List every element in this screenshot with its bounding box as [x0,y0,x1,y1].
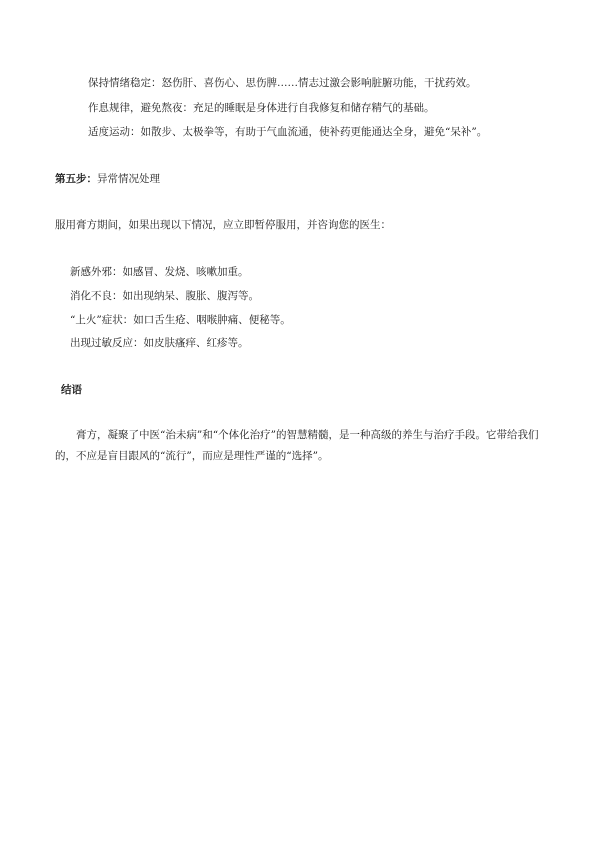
condition-item-3: “上火”症状：如口舌生疮、咽喉肿痛、便秘等。 [70,314,291,326]
step5-title: 异常情况处理 [97,173,160,185]
step5-heading [55,172,160,186]
conclusion-heading: 结语 [61,384,82,396]
intro-text: 服用膏方期间，如果出现以下情况，应立即暂停服用，并咨询您的医生： [55,219,391,231]
step5-label: 第五步： [55,173,97,185]
condition-item-1: 新感外邪：如感冒、发烧、咳嗽加重。 [70,266,249,278]
tip-line-2: 作息规律，避免熬夜：充足的睡眠是身体进行自我修复和储存精气的基础。 [88,102,435,114]
condition-item-2: 消化不良：如出现纳呆、腹胀、腹泻等。 [70,290,259,302]
condition-item-4: 出现过敏反应：如皮肤瘙痒、红疹等。 [70,337,249,349]
tip-line-1: 保持情绪稳定：怒伤肝、喜伤心、思伤脾……情志过激会影响脏腑功能，干扰药效。 [88,77,477,89]
conclusion-paragraph: 膏方，凝聚了中医“治未病”和“个体化治疗”的智慧精髓，是一种高级的养生与治疗手段。它带给我们的，不应是盲目跟风的“流行”，而应是理性严谨的“选择”。 [55,429,539,462]
tip-line-3: 适度运动：如散步、太极拳等，有助于气血流通，使补药更能通达全身，避免“呆补”。 [88,126,488,138]
